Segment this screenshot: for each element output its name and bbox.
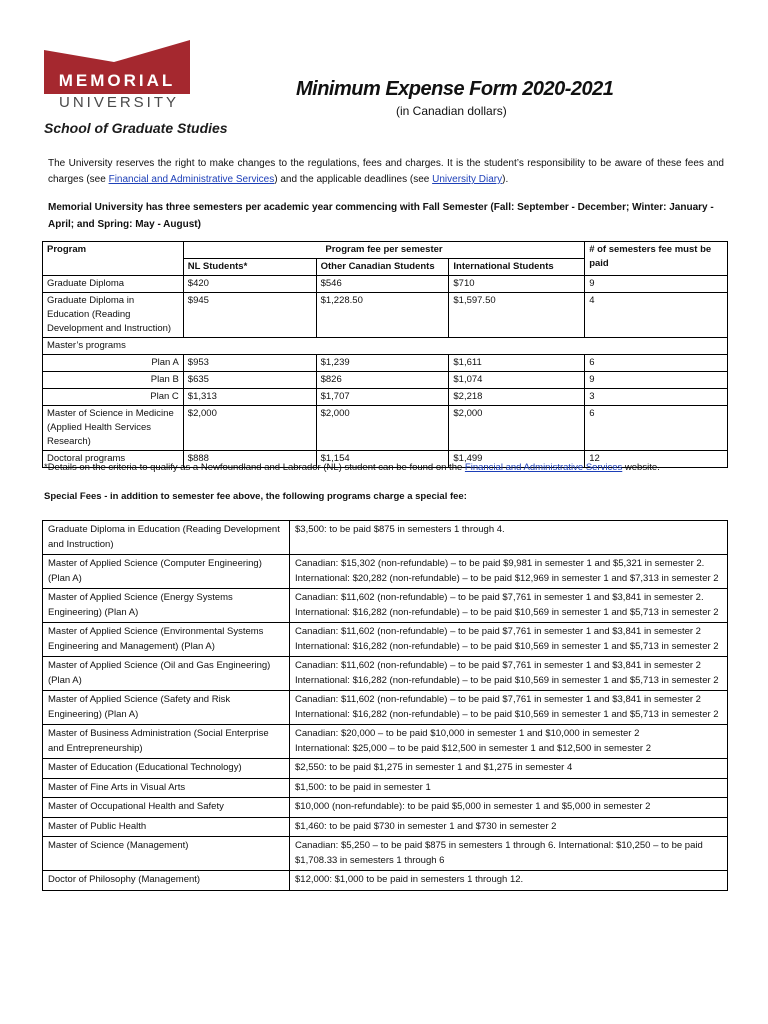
table-row: [43, 555, 728, 589]
masters-label-cell: Master’s programs: [43, 338, 728, 355]
canadian-fee-text: Canadian: $11,602 (non-refundable) – to be paid $7,761 in semester 1 and $3,841 in semester 2: [295, 660, 701, 671]
semesters-cell: 6: [585, 355, 728, 372]
financial-services-link[interactable]: Financial and Administrative Services: [108, 174, 275, 185]
nl-student-footnote: [44, 462, 660, 473]
nl-fee-cell: $945: [183, 293, 316, 338]
table-row: [43, 725, 728, 759]
intro-paragraph: [48, 156, 724, 188]
international-fee-text: International: $16,282 (non-refundable) – to be paid $10,569 in semester 1 and $5,713 in semester 2: [295, 708, 719, 720]
special-fees-heading: Special Fees - in addition to semester fee above, the following programs charge a special fee:: [44, 491, 467, 502]
program-cell: Graduate Diploma: [43, 276, 184, 293]
nl-fee-cell: $1,313: [183, 389, 316, 406]
table-row: [43, 293, 728, 338]
table-row: [43, 355, 728, 372]
special-fee-cell: $2,550: to be paid $1,275 in semester 1 and $1,275 in semester 4: [290, 759, 728, 779]
special-program-cell: Graduate Diploma in Education (Reading Development and Instruction): [43, 521, 290, 555]
nl-fee-cell: $420: [183, 276, 316, 293]
intl-fee-cell: $1,499: [449, 451, 585, 468]
special-program-cell: Master of Applied Science (Energy Systems Engineering) (Plan A): [43, 589, 290, 623]
program-cell: Graduate Diploma in Education (Reading Development and Instruction): [43, 293, 184, 338]
international-fee-text: International: $25,000 – to be paid $12,500 in semester 1 and $12,500 in semester 2: [295, 742, 651, 754]
table-row: [43, 657, 728, 691]
col-fee-group-header: Program fee per semester: [183, 242, 584, 259]
col-other-header: Other Canadian Students: [316, 259, 449, 276]
canadian-fee-text: Canadian: $11,602 (non-refundable) – to be paid $7,761 in semester 1 and $3,841 in semester 2: [295, 694, 701, 705]
intl-fee-cell: $1,611: [449, 355, 585, 372]
table-row: [43, 389, 728, 406]
semesters-cell: 9: [585, 372, 728, 389]
col-semesters-header: # of semesters fee must be paid: [585, 242, 728, 276]
table-row: [43, 759, 728, 779]
other-fee-cell: $1,154: [316, 451, 449, 468]
table-row: [43, 837, 728, 871]
other-fee-cell: $2,000: [316, 406, 449, 451]
intro-text-2: ) and the applicable deadlines (see: [274, 174, 433, 185]
special-program-cell: Master of Applied Science (Safety and Risk Engineering) (Plan A): [43, 691, 290, 725]
col-program-header: Program: [43, 242, 184, 276]
special-fee-cell: $12,000: $1,000 to be paid in semesters 1 through 12.: [290, 871, 728, 891]
semesters-cell: 9: [585, 276, 728, 293]
special-program-cell: Master of Science (Management): [43, 837, 290, 871]
international-fee-text: International: $16,282 (non-refundable) – to be paid $10,569 in semester 1 and $5,713 in semester 2: [295, 640, 719, 652]
plan-cell: Plan B: [43, 372, 184, 389]
semesters-cell: 12: [585, 451, 728, 468]
other-fee-cell: $546: [316, 276, 449, 293]
program-cell: Master of Science in Medicine (Applied Health Services Research): [43, 406, 184, 451]
special-fee-cell: [290, 657, 728, 691]
intl-fee-cell: $1,597.50: [449, 293, 585, 338]
page-title: Minimum Expense Form 2020-2021: [296, 78, 614, 100]
special-program-cell: Master of Fine Arts in Visual Arts: [43, 778, 290, 798]
special-fees-table: [42, 520, 728, 891]
special-fee-cell: $10,000 (non-refundable): to be paid $5,000 in semester 1 and $5,000 in semester 2: [290, 798, 728, 818]
intro-text-3: ).: [502, 174, 509, 185]
program-cell: Doctoral programs: [43, 451, 184, 468]
other-fee-cell: $1,239: [316, 355, 449, 372]
intro-text-1: The University reserves the right to make changes to the regulations, fees and charges. It is the student’s responsibility to be aware of these fees and charges (see: [48, 158, 724, 185]
plan-cell: Plan A: [43, 355, 184, 372]
program-fee-table: [42, 241, 728, 468]
semesters-cell: 3: [585, 389, 728, 406]
nl-fee-cell: $635: [183, 372, 316, 389]
special-program-cell: Doctor of Philosophy (Management): [43, 871, 290, 891]
international-fee-text: International: $16,282 (non-refundable) – to be paid $10,569 in semester 1 and $5,713 in semester 2: [295, 606, 719, 618]
special-program-cell: Master of Applied Science (Computer Engineering) (Plan A): [43, 555, 290, 589]
other-fee-cell: $1,228.50: [316, 293, 449, 338]
table-row: [43, 798, 728, 818]
nl-fee-cell: $953: [183, 355, 316, 372]
table-row: [43, 521, 728, 555]
special-fee-cell: [290, 691, 728, 725]
international-fee-text: International: $20,282 (non-refundable) – to be paid $12,969 in semester 1 and $7,313 in semester 2: [295, 572, 719, 584]
canadian-fee-text: Canadian: $20,000 – to be paid $10,000 in semester 1 and $10,000 in semester 2: [295, 728, 640, 739]
footnote-text: *Details on the criteria to qualify as a Newfoundland and Labrador (NL) student can be found on the: [44, 462, 465, 473]
footnote-financial-services-link[interactable]: Financial and Administrative Services: [464, 462, 623, 473]
intl-fee-cell: $2,218: [449, 389, 585, 406]
semesters-cell: 4: [585, 293, 728, 338]
logo-word-university: UNIVERSITY: [58, 94, 179, 111]
special-program-cell: Master of Business Administration (Social Enterprise and Entrepreneurship): [43, 725, 290, 759]
special-program-cell: Master of Applied Science (Oil and Gas Engineering) (Plan A): [43, 657, 290, 691]
special-fee-cell: $3,500: to be paid $875 in semesters 1 through 4.: [290, 521, 728, 555]
canadian-fee-text: Canadian: $11,602 (non-refundable) – to be paid $7,761 in semester 1 and $3,841 in semester 2.: [295, 592, 704, 603]
nl-fee-cell: $888: [183, 451, 316, 468]
logo-word-memorial: MEMORIAL: [58, 71, 176, 90]
other-fee-cell: $1,707: [316, 389, 449, 406]
special-fee-cell: [290, 555, 728, 589]
semesters-cell: 6: [585, 406, 728, 451]
table-row: [43, 691, 728, 725]
special-fee-cell: $1,460: to be paid $730 in semester 1 and $730 in semester 2: [290, 817, 728, 837]
intl-fee-cell: $1,074: [449, 372, 585, 389]
special-fee-cell: Canadian: $5,250 – to be paid $875 in semesters 1 through 6. International: $10,250 – to be paid $1,708.33 in semesters 1 through 6: [290, 837, 728, 871]
special-fee-cell: [290, 623, 728, 657]
table-row: [43, 276, 728, 293]
footnote-end: website.: [622, 462, 660, 473]
special-fee-cell: [290, 725, 728, 759]
table-row: [43, 623, 728, 657]
nl-fee-cell: $2,000: [183, 406, 316, 451]
page-subtitle: (in Canadian dollars): [396, 104, 507, 118]
col-intl-header: International Students: [449, 259, 585, 276]
special-program-cell: Master of Education (Educational Technology): [43, 759, 290, 779]
special-fee-cell: $1,500: to be paid in semester 1: [290, 778, 728, 798]
table-row: [43, 372, 728, 389]
table-row: [43, 589, 728, 623]
special-program-cell: Master of Public Health: [43, 817, 290, 837]
col-nl-header: NL Students*: [183, 259, 316, 276]
table-row: [43, 338, 728, 355]
canadian-fee-text: Canadian: $11,602 (non-refundable) – to be paid $7,761 in semester 1 and $3,841 in semester 2: [295, 626, 701, 637]
table-row: [43, 817, 728, 837]
school-name: School of Graduate Studies: [44, 120, 228, 136]
university-diary-link[interactable]: University Diary: [432, 174, 503, 185]
table-row: [43, 778, 728, 798]
intl-fee-cell: $710: [449, 276, 585, 293]
international-fee-text: International: $16,282 (non-refundable) – to be paid $10,569 in semester 1 and $5,713 in semester 2: [295, 674, 719, 686]
semesters-note: Memorial University has three semesters per academic year commencing with Fall Semester (Fall: September - December; Winter: January - April; and Spring: May - August): [48, 202, 714, 230]
special-program-cell: Master of Applied Science (Environmental Systems Engineering and Management) (Plan A): [43, 623, 290, 657]
table-row: [43, 871, 728, 891]
plan-cell: Plan C: [43, 389, 184, 406]
intl-fee-cell: $2,000: [449, 406, 585, 451]
canadian-fee-text: Canadian: $15,302 (non-refundable) – to be paid $9,981 in semester 1 and $5,321 in semester 2.: [295, 558, 705, 569]
other-fee-cell: $826: [316, 372, 449, 389]
special-program-cell: Master of Occupational Health and Safety: [43, 798, 290, 818]
special-fee-cell: [290, 589, 728, 623]
table-row: [43, 406, 728, 451]
